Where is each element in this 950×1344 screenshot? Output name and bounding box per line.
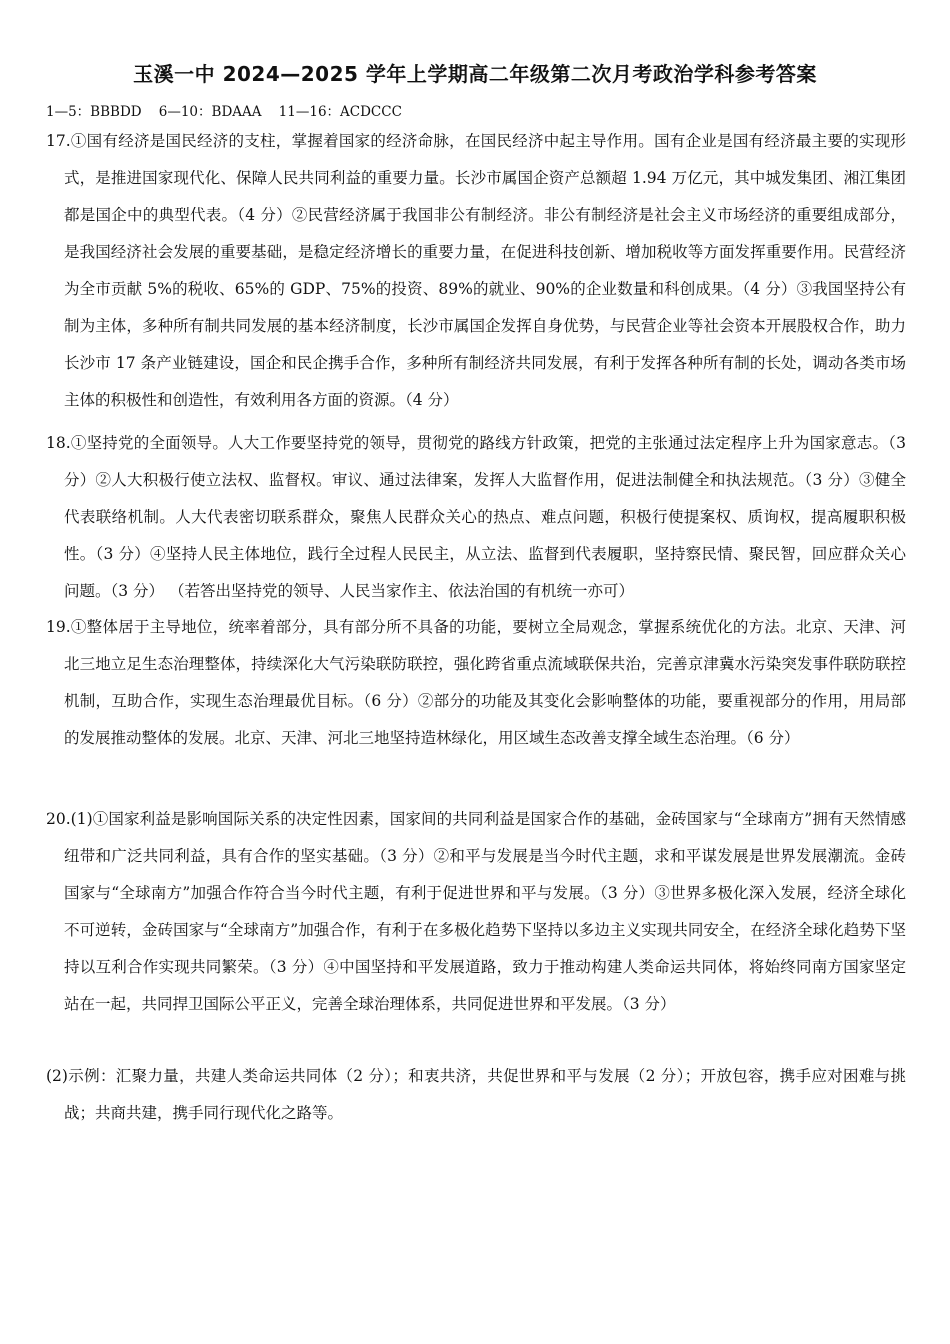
question-20-part-2-answer [46, 1058, 906, 1132]
question-number: 20. [46, 810, 71, 828]
page-title: 玉溪一中 2024—2025 学年上学期高二年级第二次月考政治学科参考答案 [133, 62, 817, 86]
question-text: ①整体居于主导地位，统率着部分，具有部分所不具备的功能，要树立全局观念，掌握系统优化的方法。北京、天津、河北三地立足生态治理整体，持续深化大气污染联防联控，强化跨省重点流域联保共治，完善京津冀水污染突发事件联防联控机制，互助合作，实现生态治理最优目标。（6 分）②部分的功能及其变化会影响整体的功能，要重视部分的作用，用局部的发展推动整体的发展。北京、天津、河北三地坚持造林绿化，用区域生态改善支撑全域生态治理。（6 分） [64, 618, 906, 747]
question-19-answer [46, 609, 906, 757]
question-18-answer [46, 425, 906, 610]
question-number: (2) [46, 1067, 68, 1085]
question-text: 示例：汇聚力量，共建人类命运共同体（2 分）；和衷共济，共促世界和平与发展（2 分）；开放包容，携手应对困难与挑战；共商共建，携手同行现代化之路等。 [64, 1067, 906, 1122]
question-number: 17. [46, 132, 71, 150]
question-text: ①坚持党的全面领导。人大工作要坚持党的领导，贯彻党的路线方针政策，把党的主张通过法定程序上升为国家意志。（3 分）②人大积极行使立法权、监督权。审议、通过法律案，发挥人大监督作用，促进法制健全和执法规范。（3 分）③健全代表联络机制。人大代表密切联系群众，聚焦人民群众关心的热点、难点问题，积极行使提案权、质询权，提高履职积极性。（3 分）④坚持人民主体地位，践行全过程人民民主，从立法、监督到代表履职，坚持察民情、聚民智，回应群众关心问题。（3 分） （若答出坚持党的领导、人民当家作主、依法治国的有机统一亦可） [64, 434, 906, 600]
question-number: 18. [46, 434, 71, 452]
question-number: 19. [46, 618, 71, 636]
question-17-answer [46, 123, 906, 419]
question-text: ①国有经济是国民经济的支柱，掌握着国家的经济命脉，在国民经济中起主导作用。国有企业是国有经济最主要的实现形式，是推进国家现代化、保障人民共同利益的重要力量。长沙市属国企资产总额超 1.94 万亿元，其中城发集团、湘江集团都是国企中的典型代表。（4 分）②民营经济属于我国非公有制经济。非公有制经济是社会主义市场经济的重要组成部分，是我国经济社会发展的重要基础，是稳定经济增长的重要力量，在促进科技创新、增加税收等方面发挥重要作用。民营经济为全市贡献 5%的税收、65%的 GDP、75%的投资、89%的就业、90%的企业数量和科创成果。（4 分）③我国坚持公有制为主体，多种所有制共同发展的基本经济制度，长沙市属国企发挥自身优势，与民营企业等社会资本开展股权合作，助力长沙市 17 条产业链建设，国企和民企携手合作，多种所有制经济共同发展，有利于发挥各种所有制的长处，调动各类市场主体的积极性和创造性，有效利用各方面的资源。（4 分） [64, 132, 906, 409]
multiple-choice-answers: 1—5：BBBDD 6—10：BDAAA 11—16：ACDCCC [46, 104, 402, 120]
question-text: (1)①国家利益是影响国际关系的决定性因素，国家间的共同利益是国家合作的基础，金砖国家与“全球南方”拥有天然情感纽带和广泛共同利益，具有合作的坚实基础。（3 分）②和平与发展是当今时代主题，求和平谋发展是世界发展潮流。金砖国家与“全球南方”加强合作符合当今时代主题，有利于促进世界和平与发展。（3 分）③世界多极化深入发展，经济全球化不可逆转，金砖国家与“全球南方”加强合作，有利于在多极化趋势下坚持以多边主义实现共同安全，在经济全球化趋势下坚持以互利合作实现共同繁荣。（3 分）④中国坚持和平发展道路，致力于推动构建人类命运共同体，将始终同南方国家坚定站在一起，共同捍卫国际公平正义，完善全球治理体系，共同促进世界和平发展。（3 分） [64, 810, 906, 1013]
question-20-part-1-answer [46, 801, 906, 1023]
